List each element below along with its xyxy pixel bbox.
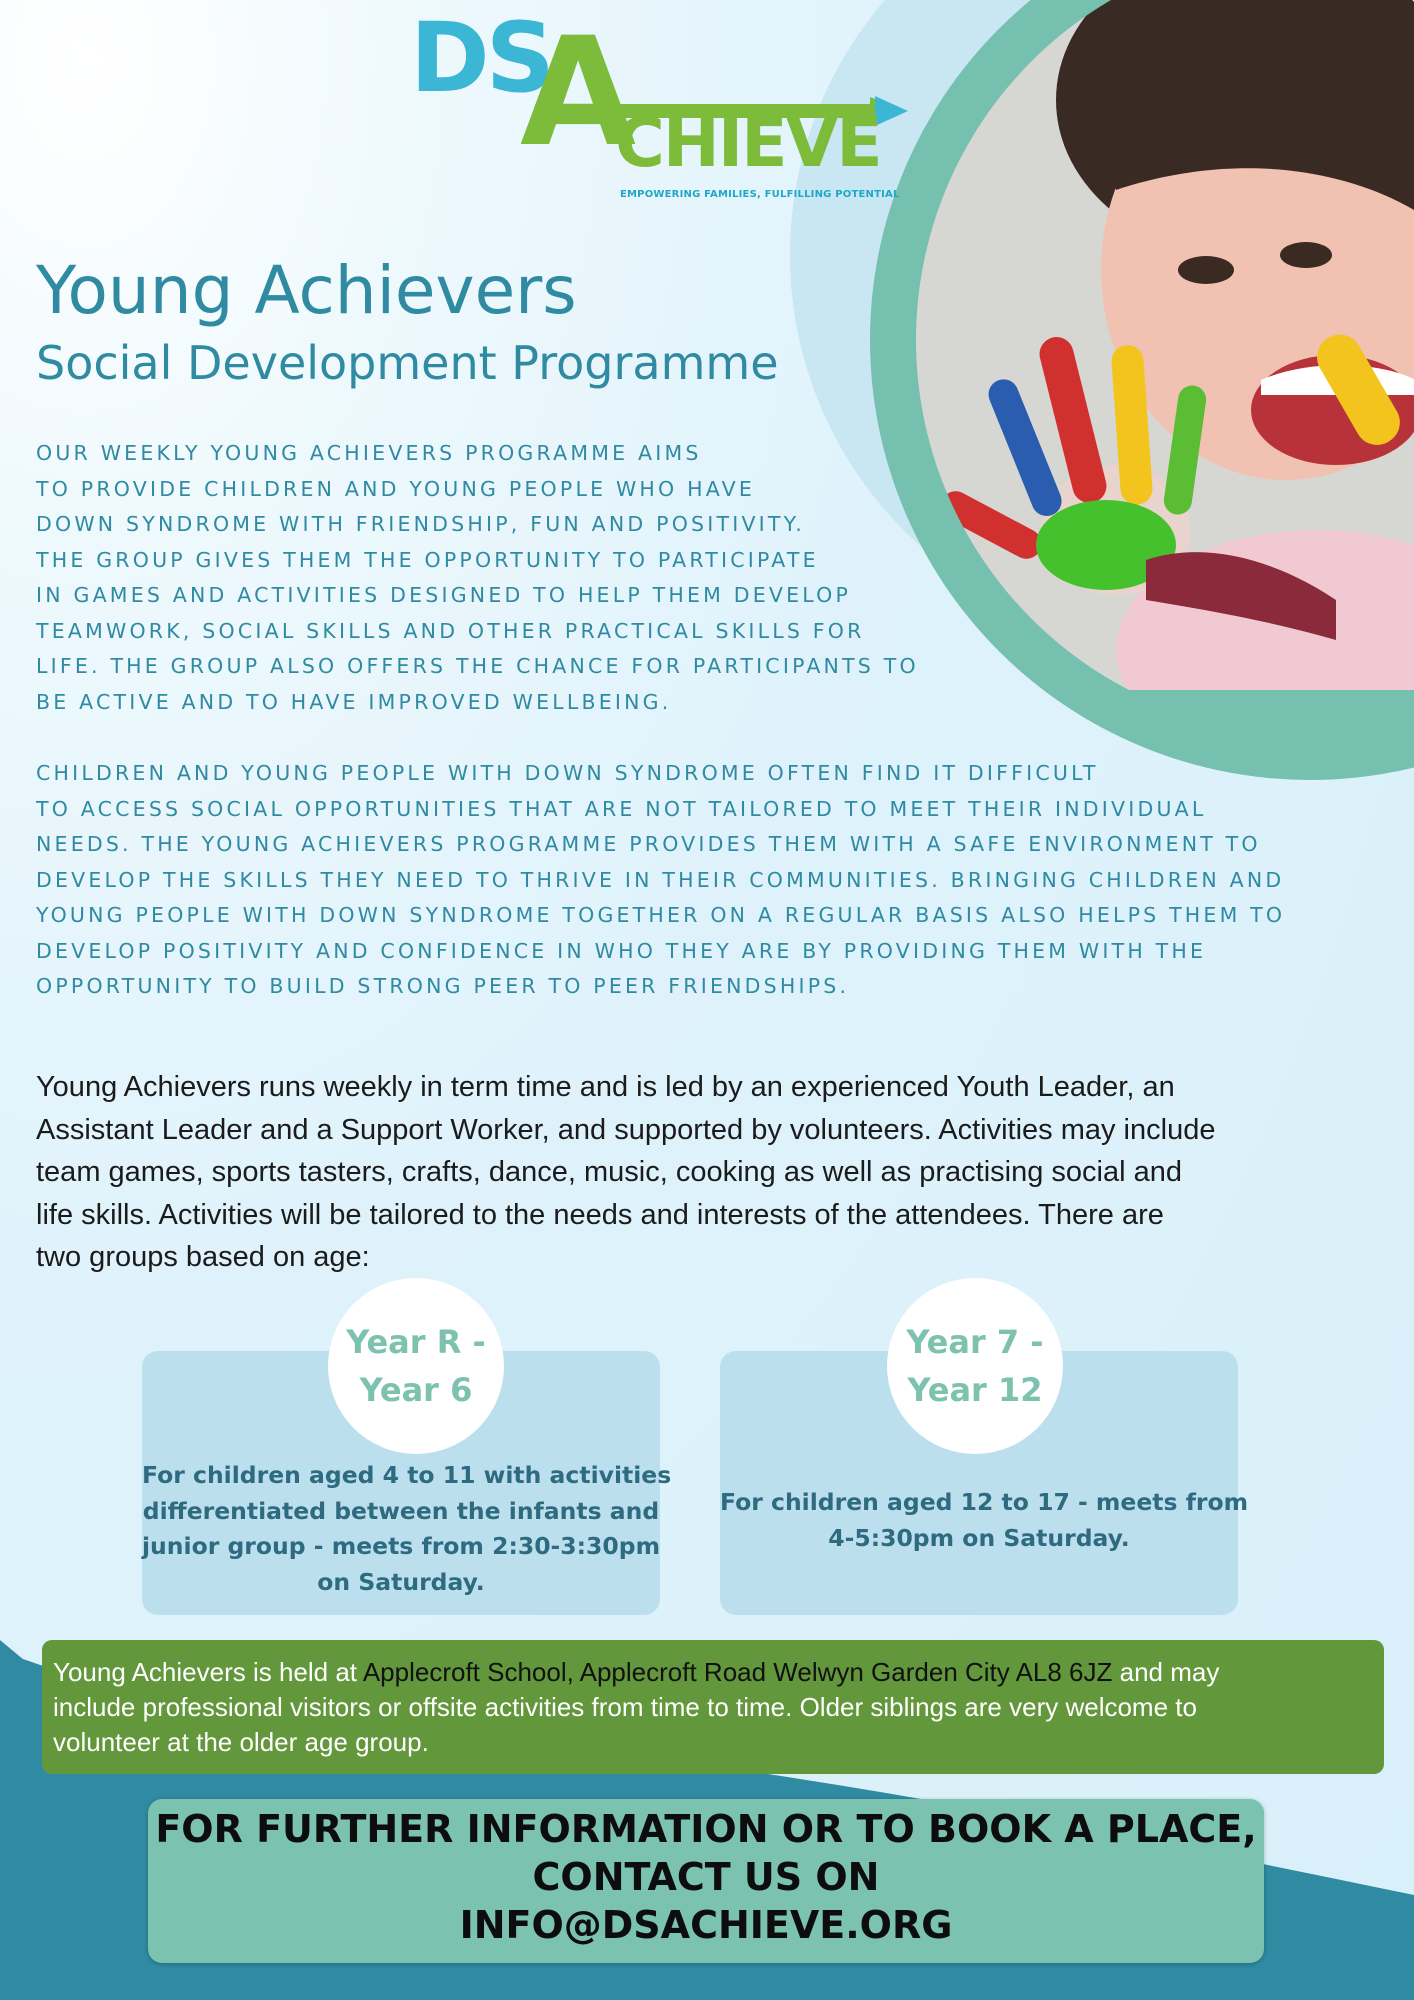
group-description-older [720,1485,1249,1556]
second-line: NEEDS. THE YOUNG ACHIEVERS PROGRAMME PROVIDES THEM WITH A SAFE ENVIRONMENT TO [36,832,1261,856]
intro-line: TEAMWORK, SOCIAL SKILLS AND OTHER PRACTICAL SKILLS FOR [36,618,865,643]
second-line: YOUNG PEOPLE WITH DOWN SYNDROME TOGETHER ON A REGULAR BASIS ALSO HELPS THEM TO [36,903,1286,927]
group-description-line: on Saturday. [317,1567,485,1596]
intro-line: OUR WEEKLY YOUNG ACHIEVERS PROGRAMME AIMS [36,441,702,465]
logo-ds-text: DS [410,2,551,114]
group-title-line: Year 7 - [906,1323,1044,1361]
intro-line: IN GAMES AND ACTIVITIES DESIGNED TO HELP THEM DEVELOP [36,583,852,607]
group-description-line: junior group - meets from 2:30-3:30pm [142,1532,661,1560]
second-line: OPPORTUNITY TO BUILD STRONG PEER TO PEER FRIENDSHIPS. [36,974,850,998]
group-description-line: 4-5:30pm on Saturday. [828,1523,1130,1552]
venue-line-2: include professional visitors or offsite activities from time to time. Older siblings are very welcome to [53,1692,1197,1722]
intro-line: BE ACTIVE AND TO HAVE IMPROVED WELLBEING. [36,689,672,714]
body-line: two groups based on age: [36,1241,370,1273]
contact-text [148,1805,1264,1949]
body-line: Young Achievers runs weekly in term time and is led by an experienced Youth Leader, an [36,1071,1175,1103]
intro-paragraph [36,436,1016,720]
body-paragraph [36,1066,1408,1279]
logo-chieve-text: CHIEVE [615,104,881,183]
second-line: DEVELOP POSITIVITY AND CONFIDENCE IN WHO THEY ARE BY PROVIDING THEM WITH THE [36,938,1207,963]
venue-prefix: Young Achievers is held at [53,1657,363,1687]
group-circle-younger [328,1278,504,1454]
intro-line: THE GROUP GIVES THEM THE OPPORTUNITY TO PARTICIPATE [36,547,819,572]
group-title-line: Year 12 [907,1371,1043,1409]
intro-line: LIFE. THE GROUP ALSO OFFERS THE CHANCE FOR PARTICIPANTS TO [36,654,919,678]
page-subtitle: Social Development Programme [36,336,779,390]
venue-line-3: volunteer at the older age group. [53,1727,429,1757]
body-line: life skills. Activities will be tailored to the needs and interests of the attendees. There are [36,1198,1164,1231]
page-title: Young Achievers [36,252,577,329]
contact-line-2: CONTACT US ON [532,1855,880,1899]
second-paragraph [36,756,1408,1005]
venue-suffix: and may [1112,1657,1220,1687]
group-description-line: For children aged 12 to 17 - meets from [720,1488,1249,1516]
intro-line: DOWN SYNDROME WITH FRIENDSHIP, FUN AND POSITIVITY. [36,512,805,536]
intro-line: TO PROVIDE CHILDREN AND YOUNG PEOPLE WHO HAVE [36,476,755,501]
group-description-line: differentiated between the infants and [142,1496,660,1525]
logo-tagline: EMPOWERING FAMILIES, FULFILLING POTENTIAL [620,189,900,200]
venue-text [53,1655,1219,1760]
second-line: TO ACCESS SOCIAL OPPORTUNITIES THAT ARE NOT TAILORED TO MEET THEIR INDIVIDUAL [36,796,1207,821]
group-description-younger [142,1458,672,1600]
venue-address: Applecroft School, Applecroft Road Welwyn Garden City AL8 6JZ [362,1657,1113,1687]
contact-email[interactable]: INFO@DSACHIEVE.ORG [459,1903,953,1947]
group-circle-older [887,1278,1063,1454]
logo-a-text: A [520,6,631,180]
group-title-line: Year 6 [359,1371,473,1409]
contact-line-1: FOR FURTHER INFORMATION OR TO BOOK A PLACE, [155,1807,1257,1851]
second-line: DEVELOP THE SKILLS THEY NEED TO THRIVE IN THEIR COMMUNITIES. BRINGING CHILDREN AND [36,867,1285,892]
body-line: Assistant Leader and a Support Worker, and supported by volunteers. Activities may include [36,1113,1216,1146]
group-description-line: For children aged 4 to 11 with activities [142,1461,672,1489]
second-line: CHILDREN AND YOUNG PEOPLE WITH DOWN SYNDROME OFTEN FIND IT DIFFICULT [36,761,1099,785]
body-line: team games, sports tasters, crafts, dance, music, cooking as well as practising social and [36,1156,1182,1188]
group-title-line: Year R - [346,1323,486,1361]
venue-line-1 [53,1655,1219,1690]
